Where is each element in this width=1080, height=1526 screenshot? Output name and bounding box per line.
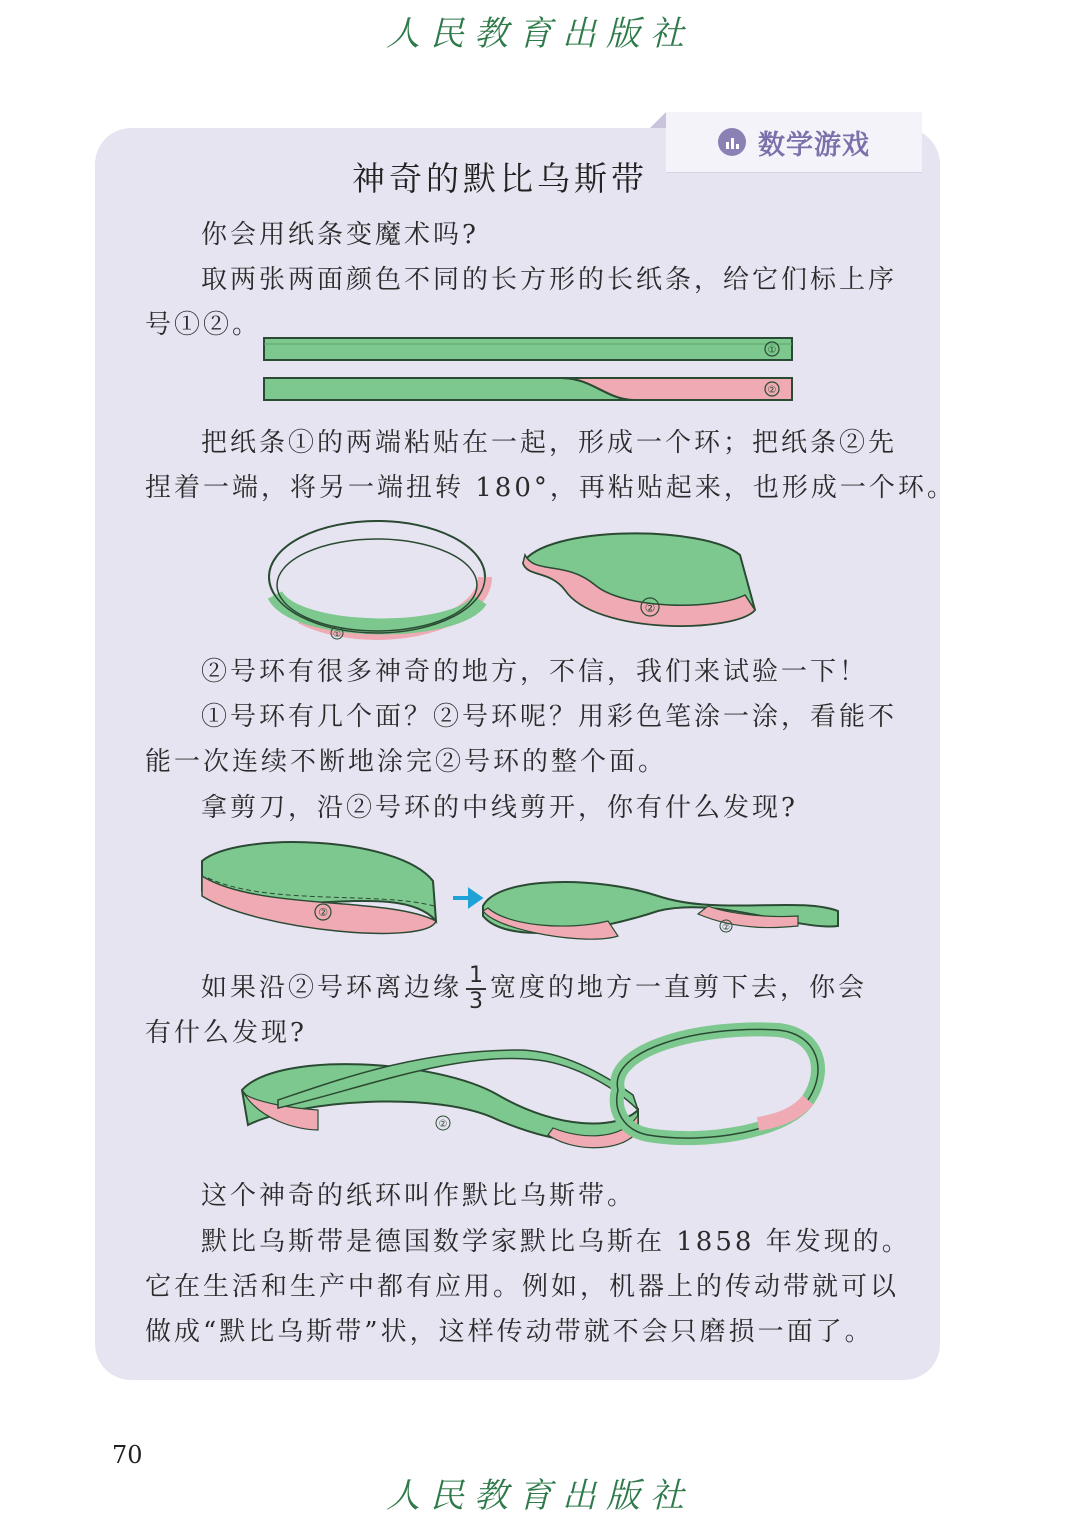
tag-fold (650, 112, 666, 128)
ring-1-label: ① (332, 630, 342, 640)
paragraph-1: 你会用纸条变魔术吗? (201, 220, 479, 250)
paragraph-7-before: 如果沿②号环离边缘 (201, 973, 463, 1003)
strip-2-label: ② (767, 385, 777, 396)
paragraph-9-line-2: 它在生活和生产中都有应用。例如，机器上的传动带就可以 (145, 1272, 900, 1302)
paragraph-7-line-2: 有什么发现? (145, 1018, 307, 1048)
paragraph-7-line-1 (145, 964, 905, 1014)
page-number: 70 (112, 1441, 143, 1469)
linked-rings-figure (238, 1020, 828, 1165)
publisher-footer: 人民教育出版社 (386, 1476, 694, 1516)
cut-ring-label: ② (318, 906, 328, 919)
paragraph-9-line-1: 默比乌斯带是德国数学家默比乌斯在 1858 年发现的。 (201, 1227, 911, 1257)
cut-ring-figure (198, 836, 843, 946)
strip-1-label: ① (767, 345, 777, 356)
chart-bars-icon (718, 128, 746, 156)
paragraph-4: ②号环有很多神奇的地方，不信，我们来试验一下！ (201, 657, 869, 687)
paragraph-3-line-1: 把纸条①的两端粘贴在一起，形成一个环；把纸条②先 (201, 428, 898, 458)
arrow-right-icon (453, 891, 480, 905)
fraction-numerator: 1 (466, 964, 486, 990)
linked-ring-label: ② (438, 1119, 448, 1130)
twisted-ring-label: ② (721, 923, 731, 933)
page-title: 神奇的默比乌斯带 (352, 159, 648, 198)
paragraph-3-line-2: 捏着一端，将另一端扭转 180°，再粘贴起来，也形成一个环。 (145, 473, 956, 503)
paragraph-5-line-2: 能一次连续不断地涂完②号环的整个面。 (145, 747, 668, 777)
section-tag-label: 数学游戏 (758, 129, 870, 161)
paragraph-7-after: 宽度的地方一直剪下去，你会 (490, 973, 868, 1003)
one-third-fraction (466, 964, 486, 1014)
rings-figure (265, 515, 765, 645)
paragraph-5-line-1: ①号环有几个面？②号环呢？用彩色笔涂一涂，看能不 (201, 702, 898, 732)
paragraph-8: 这个神奇的纸环叫作默比乌斯带。 (201, 1181, 637, 1211)
paragraph-2-line-1: 取两张两面颜色不同的长方形的长纸条，给它们标上序 (201, 265, 898, 295)
ring-2-label: ② (644, 601, 656, 615)
publisher-header: 人民教育出版社 (386, 14, 694, 54)
paragraph-2-line-2: 号①②。 (145, 310, 262, 340)
paragraph-6: 拿剪刀，沿②号环的中线剪开，你有什么发现? (201, 793, 798, 823)
paragraph-9-line-3: 做成“默比乌斯带”状，这样传动带就不会只磨损一面了。 (145, 1317, 874, 1347)
paper-strips-figure (262, 336, 794, 404)
fraction-denominator: 3 (469, 989, 484, 1014)
